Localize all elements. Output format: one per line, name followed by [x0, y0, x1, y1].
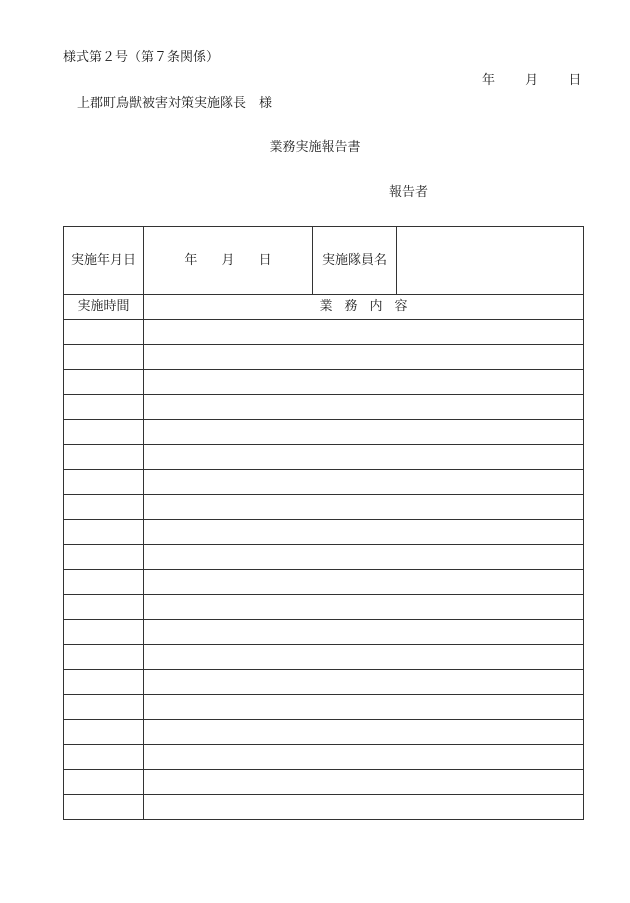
- table-row: [64, 345, 584, 370]
- table-row: [64, 770, 584, 795]
- content-cell[interactable]: [144, 495, 584, 520]
- date-day: 日: [568, 73, 582, 88]
- content-cell[interactable]: [144, 470, 584, 495]
- time-cell[interactable]: [64, 520, 144, 545]
- table-row: [64, 445, 584, 470]
- table-row: [64, 695, 584, 720]
- content-cell[interactable]: [144, 620, 584, 645]
- time-cell[interactable]: [64, 645, 144, 670]
- content-cell[interactable]: [144, 445, 584, 470]
- reporter-label: 報告者: [389, 185, 429, 200]
- content-cell[interactable]: [144, 420, 584, 445]
- date-month: 月: [525, 73, 539, 88]
- column-header-row: [64, 295, 584, 320]
- time-header: 実施時間: [64, 295, 144, 320]
- date-year: 年: [482, 73, 496, 88]
- content-header: [144, 295, 584, 320]
- content-cell[interactable]: [144, 670, 584, 695]
- time-cell[interactable]: [64, 595, 144, 620]
- content-header-char: 容: [394, 299, 408, 314]
- field-day: 日: [258, 252, 272, 268]
- content-cell[interactable]: [144, 345, 584, 370]
- content-cell[interactable]: [144, 745, 584, 770]
- content-cell[interactable]: [144, 570, 584, 595]
- content-cell[interactable]: [144, 320, 584, 345]
- addressee: 上郡町鳥獣被害対策実施隊長 様: [77, 96, 273, 111]
- table-row: [64, 595, 584, 620]
- header-row: [64, 227, 584, 295]
- report-table: [63, 226, 584, 820]
- content-cell[interactable]: [144, 545, 584, 570]
- time-cell[interactable]: [64, 695, 144, 720]
- table-row: [64, 620, 584, 645]
- time-cell[interactable]: [64, 345, 144, 370]
- table-row: [64, 320, 584, 345]
- time-cell[interactable]: [64, 745, 144, 770]
- table-row: [64, 545, 584, 570]
- members-label: 実施隊員名: [313, 227, 397, 295]
- time-cell[interactable]: [64, 545, 144, 570]
- content-cell[interactable]: [144, 520, 584, 545]
- time-cell[interactable]: [64, 445, 144, 470]
- time-cell[interactable]: [64, 770, 144, 795]
- implementation-date-label: 実施年月日: [64, 227, 144, 295]
- members-field[interactable]: [397, 227, 584, 295]
- content-cell[interactable]: [144, 370, 584, 395]
- time-cell[interactable]: [64, 495, 144, 520]
- content-header-char: 務: [344, 299, 358, 314]
- table-row: [64, 495, 584, 520]
- table-row: [64, 745, 584, 770]
- implementation-date-field[interactable]: [144, 227, 313, 295]
- content-cell[interactable]: [144, 595, 584, 620]
- table-row: [64, 370, 584, 395]
- date-line: [482, 73, 581, 89]
- time-cell[interactable]: [64, 795, 144, 820]
- document-title: 業務実施報告書: [269, 140, 361, 155]
- content-cell[interactable]: [144, 795, 584, 820]
- time-cell[interactable]: [64, 370, 144, 395]
- table-row: [64, 520, 584, 545]
- table-row: [64, 720, 584, 745]
- field-year: 年: [184, 252, 198, 268]
- field-month: 月: [221, 252, 235, 268]
- time-cell[interactable]: [64, 720, 144, 745]
- time-cell[interactable]: [64, 470, 144, 495]
- time-cell[interactable]: [64, 620, 144, 645]
- time-cell[interactable]: [64, 320, 144, 345]
- table-row: [64, 420, 584, 445]
- content-cell[interactable]: [144, 395, 584, 420]
- content-header-char: 業: [319, 299, 333, 314]
- content-header-char: 内: [369, 299, 383, 314]
- time-cell[interactable]: [64, 420, 144, 445]
- table-row: [64, 670, 584, 695]
- content-cell[interactable]: [144, 720, 584, 745]
- table-row: [64, 570, 584, 595]
- time-cell[interactable]: [64, 570, 144, 595]
- table-row: [64, 395, 584, 420]
- time-cell[interactable]: [64, 670, 144, 695]
- content-cell[interactable]: [144, 770, 584, 795]
- table-row: [64, 645, 584, 670]
- content-cell[interactable]: [144, 645, 584, 670]
- time-cell[interactable]: [64, 395, 144, 420]
- form-number: 様式第２号（第７条関係）: [63, 50, 220, 65]
- table-row: [64, 795, 584, 820]
- content-cell[interactable]: [144, 695, 584, 720]
- table-row: [64, 470, 584, 495]
